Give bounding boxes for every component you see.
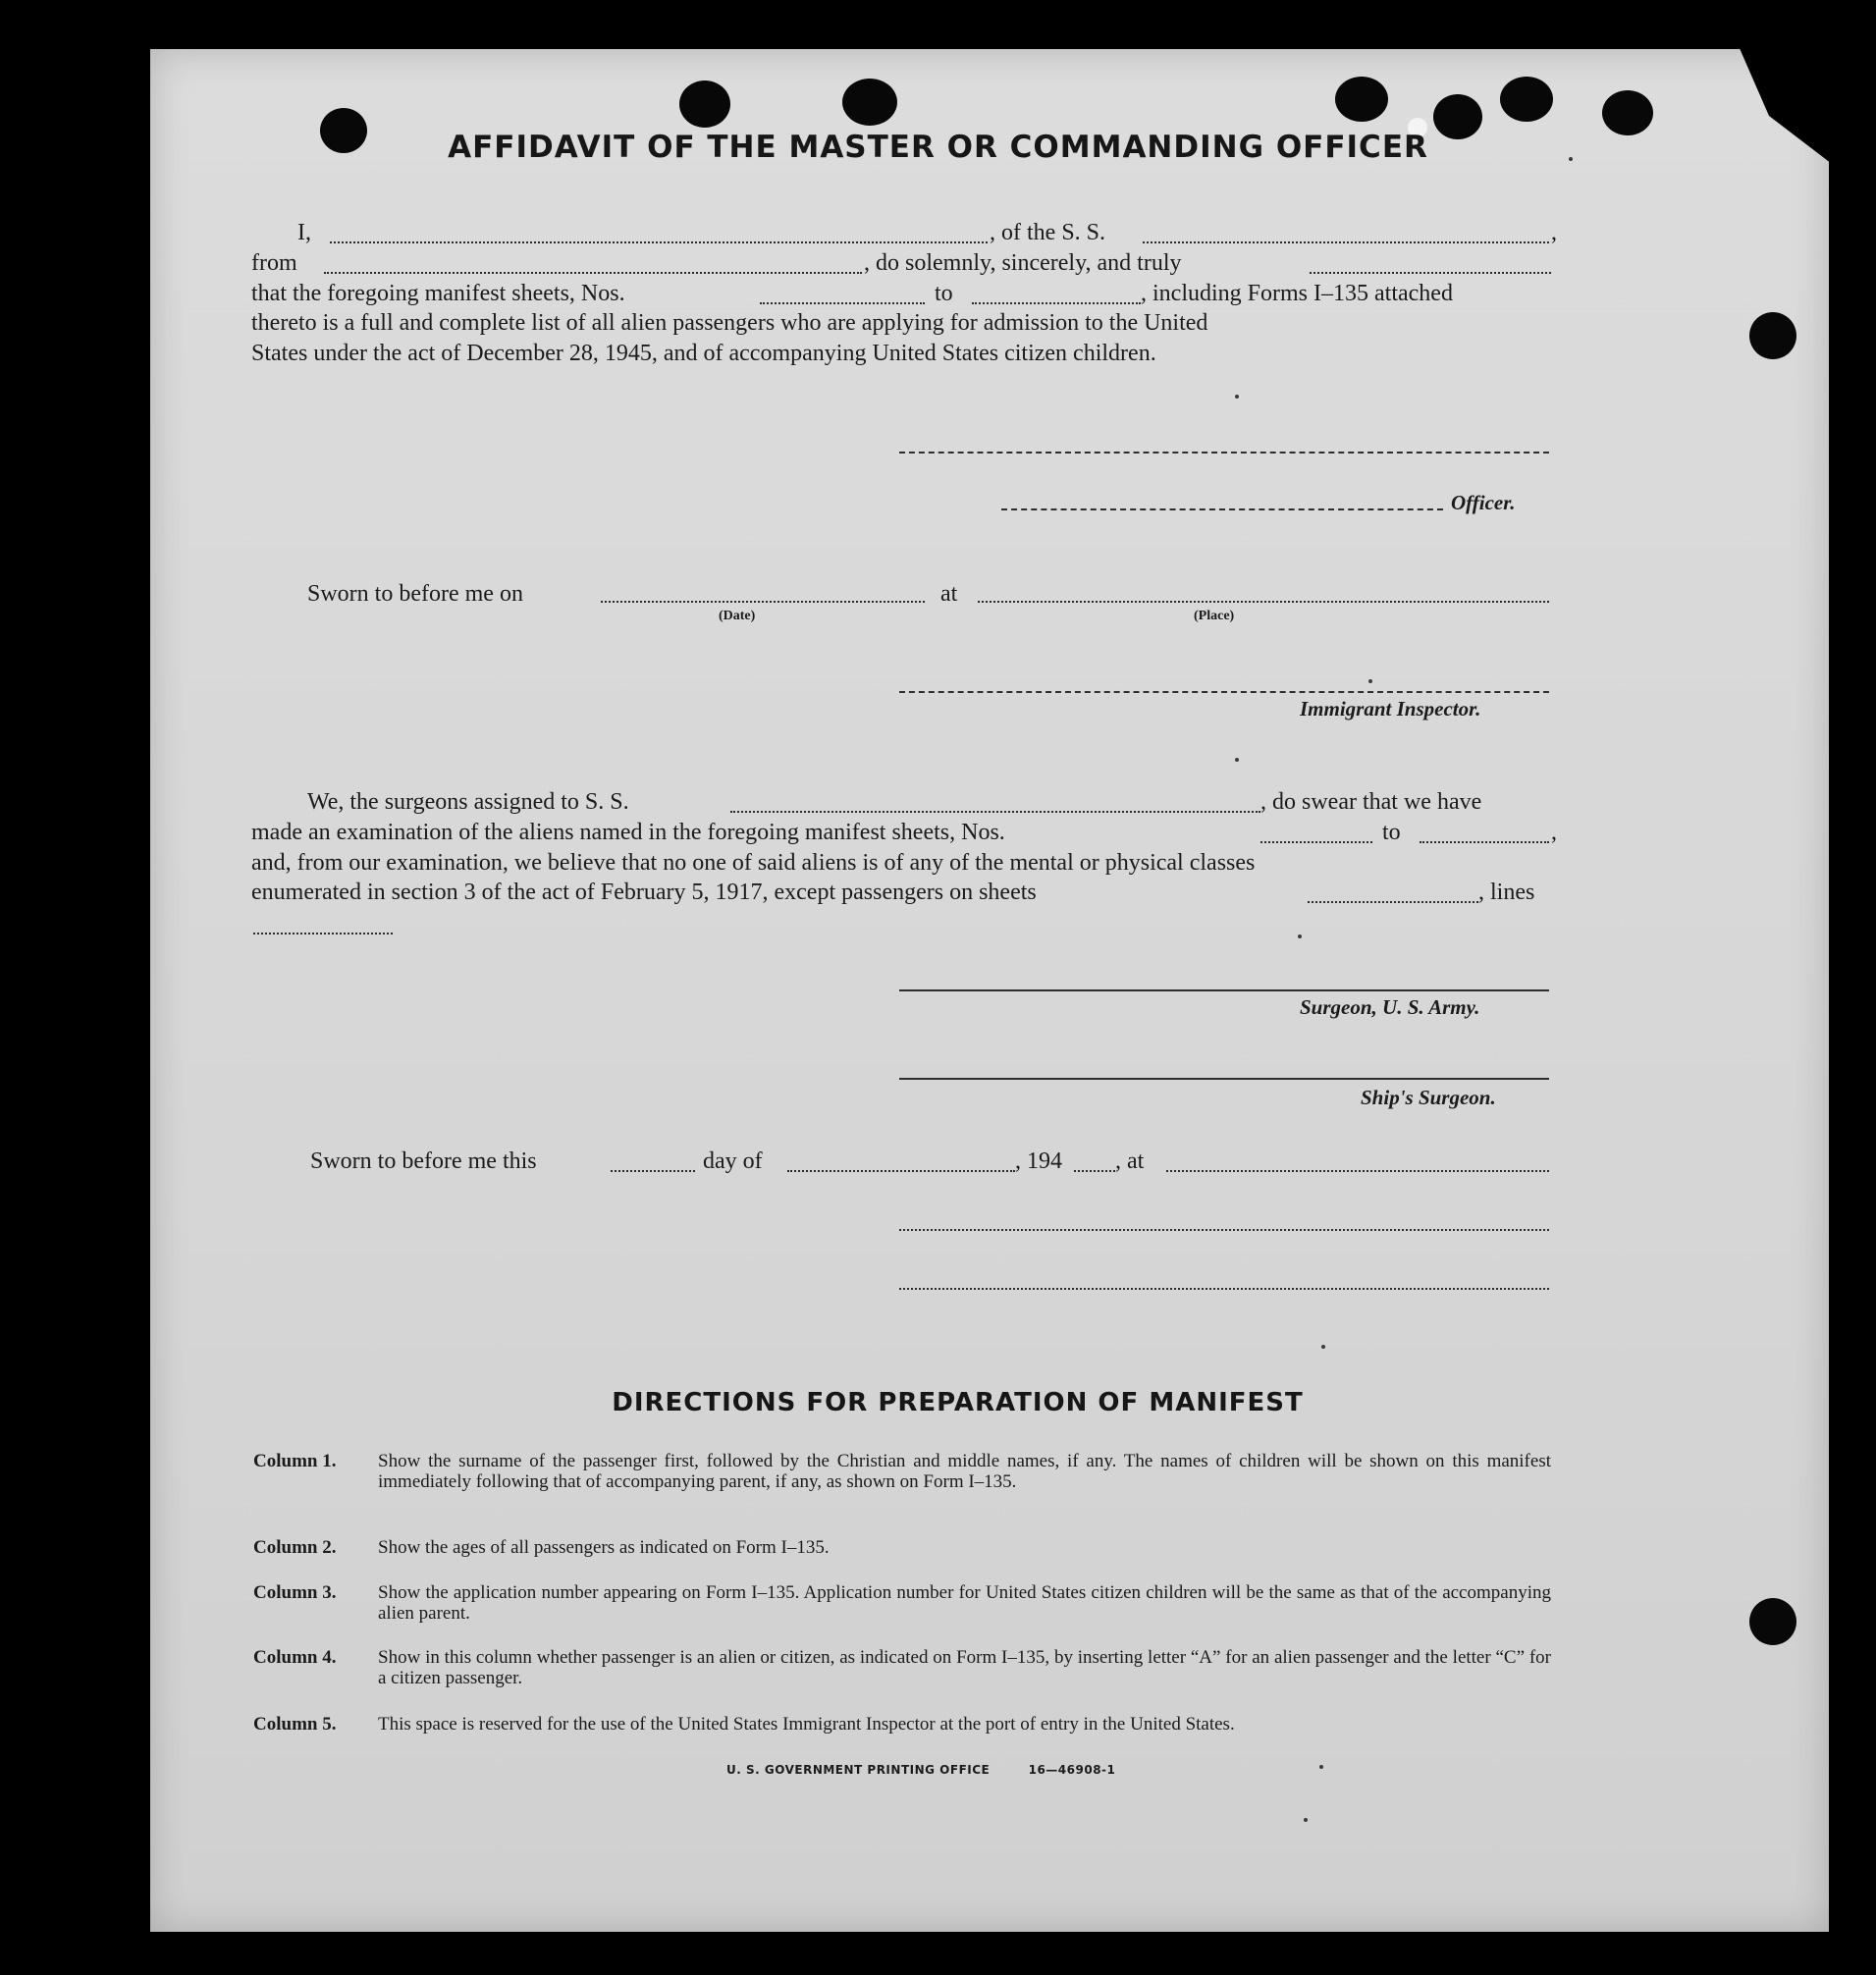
speck bbox=[1321, 1345, 1325, 1349]
text-full-list: thereto is a full and complete list of all alien passengers who are applying for admission to the United bbox=[251, 310, 1208, 336]
ship-name-field[interactable] bbox=[1143, 241, 1549, 243]
printer-imprint bbox=[726, 1763, 1115, 1777]
text-act-1945: States under the act of December 28, 1945, and of accompanying United States citizen children. bbox=[251, 341, 1156, 366]
inspector-signature-line[interactable] bbox=[899, 691, 1549, 693]
direction-label: Column 4. bbox=[253, 1647, 337, 1668]
direction-text: This space is reserved for the use of the United States Immigrant Inspector at the port of entry in the United States. bbox=[378, 1714, 1235, 1735]
affidavit-title: AFFIDAVIT OF THE MASTER OR COMMANDING OFFICER bbox=[448, 130, 1428, 165]
direction-text: Show in this column whether passenger is an alien or citizen, as indicated on Form I–135, by inserting letter “A” for an alien passenger and the letter “C” for a citizen passenger. bbox=[378, 1647, 1551, 1688]
direction-label: Column 1. bbox=[253, 1451, 337, 1471]
exam-sheet-from-field[interactable] bbox=[1260, 841, 1372, 843]
direction-text: Show the application number appearing on Form I–135. Application number for United States citizen children will be the same as that of the accompanying alien parent. bbox=[378, 1582, 1551, 1624]
except-sheets-field[interactable] bbox=[1308, 901, 1478, 903]
sworn-port-field[interactable] bbox=[1166, 1170, 1549, 1172]
punch-hole bbox=[679, 80, 730, 128]
sworn-month-field[interactable] bbox=[787, 1170, 1015, 1172]
text-exam-to: to bbox=[1382, 820, 1401, 845]
officer-title-line-2[interactable] bbox=[899, 1288, 1549, 1290]
place-label: (Place) bbox=[1194, 609, 1235, 623]
exam-sheet-to-field[interactable] bbox=[1420, 841, 1549, 843]
sheet-to-field[interactable] bbox=[972, 302, 1141, 304]
direction-label: Column 2. bbox=[253, 1537, 337, 1558]
directions-title: DIRECTIONS FOR PREPARATION OF MANIFEST bbox=[612, 1388, 1304, 1417]
sworn-year-field[interactable] bbox=[1074, 1170, 1115, 1172]
text-lines: , lines bbox=[1478, 880, 1535, 905]
speck bbox=[1298, 934, 1302, 938]
text-including-forms: , including Forms I–135 attached bbox=[1141, 281, 1453, 306]
text-section-3: enumerated in section 3 of the act of February 5, 1917, except passengers on sheets bbox=[251, 880, 1037, 905]
master-signature-line[interactable] bbox=[899, 452, 1549, 454]
sworn-place-field[interactable] bbox=[978, 601, 1549, 603]
officer-signature-line[interactable] bbox=[1001, 508, 1443, 510]
text-manifest-sheets: that the foregoing manifest sheets, Nos. bbox=[251, 281, 625, 306]
punch-hole bbox=[1749, 312, 1796, 359]
punch-hole bbox=[842, 79, 897, 126]
text-solemnly: , do solemnly, sincerely, and truly bbox=[864, 250, 1182, 276]
form-number: 16—46908-1 bbox=[1028, 1763, 1116, 1777]
direction-text: Show the ages of all passengers as indicated on Form I–135. bbox=[378, 1537, 830, 1558]
text-of-ss: , of the S. S. bbox=[990, 220, 1106, 245]
text-to: to bbox=[935, 281, 953, 306]
punch-hole bbox=[1500, 77, 1553, 122]
officer-caption: Officer. bbox=[1451, 491, 1516, 514]
oath-field[interactable] bbox=[1310, 272, 1551, 274]
speck bbox=[1304, 1818, 1308, 1822]
text-surgeons-assigned: We, the surgeons assigned to S. S. bbox=[307, 789, 629, 815]
surgeons-ship-field[interactable] bbox=[730, 811, 1260, 813]
printer-name: U. S. GOVERNMENT PRINTING OFFICE bbox=[726, 1763, 991, 1777]
text-sworn-before: Sworn to before me on bbox=[307, 581, 523, 607]
inspector-caption: Immigrant Inspector. bbox=[1300, 697, 1481, 721]
text-day-of: day of bbox=[703, 1148, 763, 1174]
sheet-from-field[interactable] bbox=[760, 302, 925, 304]
punch-hole bbox=[1749, 1598, 1796, 1645]
master-name-field[interactable] bbox=[330, 241, 988, 243]
ship-surgeon-caption: Ship's Surgeon. bbox=[1361, 1086, 1496, 1109]
text-sworn-at: , at bbox=[1115, 1148, 1145, 1174]
text-sworn-this: Sworn to before me this bbox=[310, 1148, 537, 1174]
text-exam-comma: , bbox=[1551, 820, 1557, 845]
speck bbox=[1235, 758, 1239, 762]
ship-surgeon-signature-line[interactable] bbox=[899, 1078, 1549, 1080]
text-comma: , bbox=[1551, 220, 1557, 245]
speck bbox=[1368, 679, 1372, 683]
from-port-field[interactable] bbox=[324, 272, 862, 274]
officer-signature-line-2[interactable] bbox=[899, 1229, 1549, 1231]
date-label: (Date) bbox=[719, 609, 756, 623]
speck bbox=[1235, 395, 1239, 399]
text-i: I, bbox=[297, 220, 311, 245]
text-from: from bbox=[251, 250, 297, 276]
except-lines-field[interactable] bbox=[253, 933, 393, 934]
army-surgeon-caption: Surgeon, U. S. Army. bbox=[1300, 995, 1480, 1019]
text-no-one-of-aliens: and, from our examination, we believe that no one of said aliens is of any of the mental or physical classes bbox=[251, 850, 1256, 876]
text-do-swear: , do swear that we have bbox=[1260, 789, 1482, 815]
punch-hole bbox=[1335, 77, 1388, 122]
direction-label: Column 3. bbox=[253, 1582, 337, 1603]
speck bbox=[1319, 1765, 1323, 1769]
sworn-date-field[interactable] bbox=[601, 601, 925, 603]
army-surgeon-signature-line[interactable] bbox=[899, 989, 1549, 991]
text-year-194: , 194 bbox=[1015, 1148, 1062, 1174]
direction-text: Show the surname of the passenger first, followed by the Christian and middle names, if any. The names of children will be shown on this manifest immediately following that of accompanying parent, if any, as shown on Form I–135. bbox=[378, 1451, 1551, 1492]
text-examination: made an examination of the aliens named in the foregoing manifest sheets, Nos. bbox=[251, 820, 1005, 845]
text-at: at bbox=[940, 581, 958, 607]
direction-label: Column 5. bbox=[253, 1714, 337, 1735]
sworn-day-field[interactable] bbox=[611, 1170, 695, 1172]
